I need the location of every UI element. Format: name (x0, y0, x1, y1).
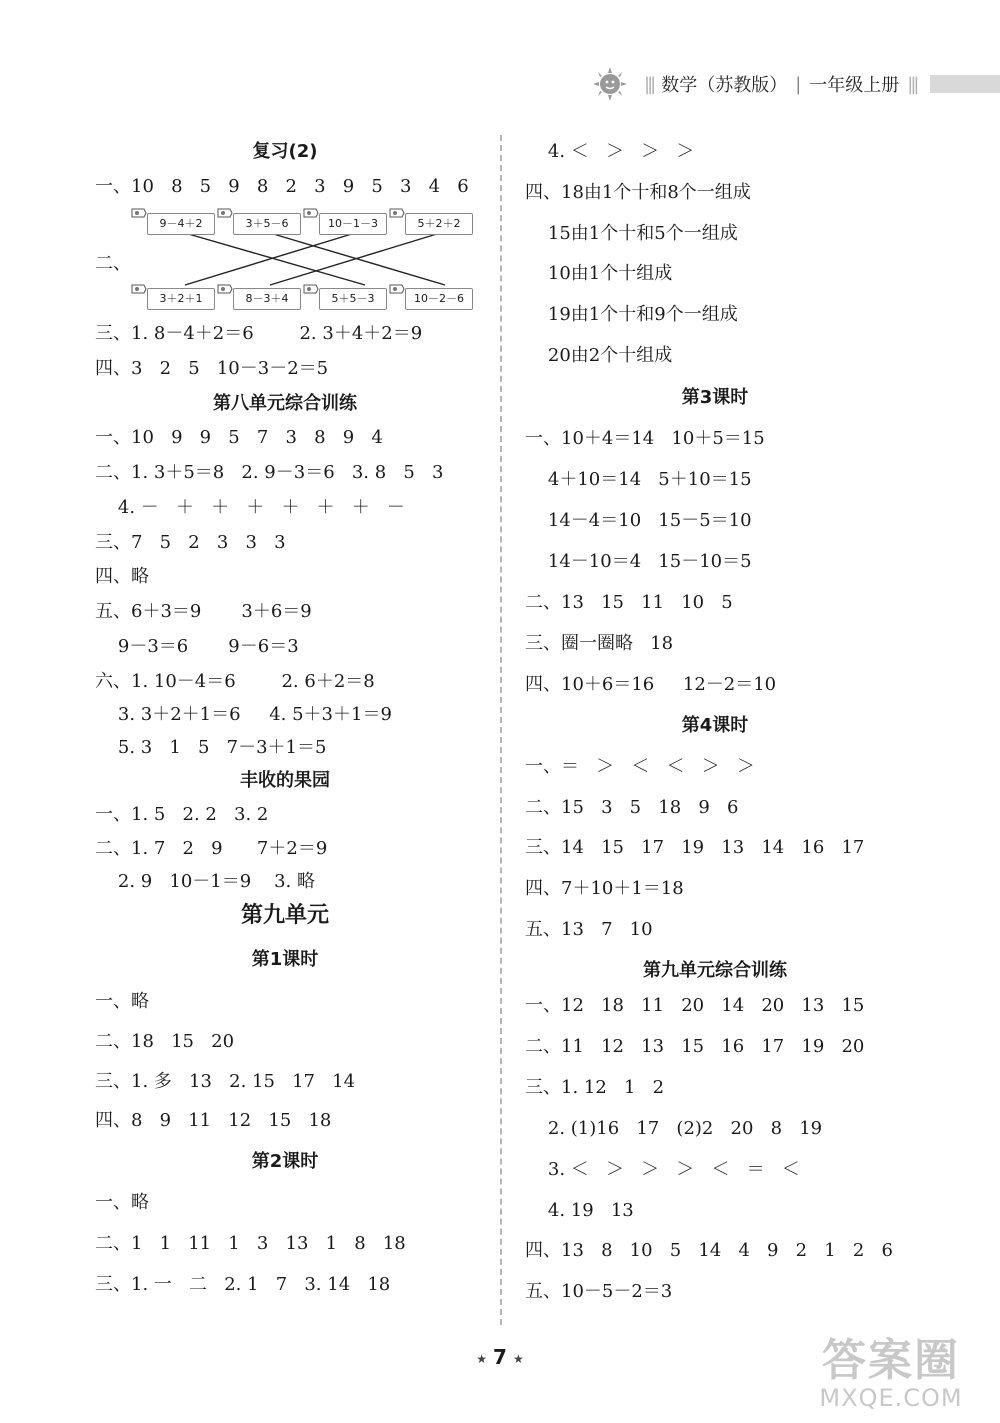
expression-box: 9－4＋2 (147, 213, 215, 235)
section-title-lesson3: 第3课时 (681, 387, 749, 408)
answer-line: 三、圈一圈略 18 (525, 633, 674, 654)
answer-line: 一、10 8 5 9 8 2 3 9 5 3 4 6 (95, 176, 469, 197)
answer-line: 四、13 8 10 5 14 4 9 2 1 2 6 (525, 1240, 893, 1261)
header-bars-right: ||| (907, 73, 917, 95)
sun-mascot-icon (592, 66, 628, 102)
section-title-lesson4: 第4课时 (681, 715, 749, 736)
expression-box: 8－3＋4 (233, 288, 301, 310)
answer-line: 三、1. 一 二 2. 1 7 3. 14 18 (95, 1274, 391, 1295)
answer-line: 4. － ＋ ＋ ＋ ＋ ＋ ＋ － (95, 497, 405, 518)
answer-line: 三、7 5 2 3 3 3 (95, 532, 286, 553)
pencil-icon (217, 206, 233, 220)
answer-line: 一、略 (95, 1192, 149, 1213)
answer-line: 二、1 1 11 1 3 13 1 8 18 (95, 1233, 406, 1254)
answer-line: 2. (1)16 17 (2)2 20 8 19 (525, 1118, 823, 1139)
answer-line: 2. 9 10－1＝9 3. 略 (95, 871, 315, 892)
pencil-icon (389, 282, 405, 296)
answer-line: 三、14 15 17 19 13 14 16 17 (525, 837, 865, 858)
answer-line: 一、＝ ＞ ＜ ＜ ＞ ＞ (525, 756, 755, 777)
answer-line: 15由1个十和5个一组成 (525, 223, 738, 244)
answer-line: 四、18由1个十和8个一组成 (525, 182, 751, 203)
pencil-icon (131, 282, 147, 296)
star-icon: ★ (476, 1351, 488, 1366)
answer-line: 五、6＋3＝9 3＋6＝9 (95, 601, 312, 622)
watermark-top: 答案圈 (822, 1335, 960, 1386)
section-title-unit9: 第九单元综合训练 (643, 960, 787, 981)
expression-box: 10－2－6 (405, 288, 473, 310)
pencil-icon (303, 206, 319, 220)
answer-line: 五、10－5－2＝3 (525, 1281, 673, 1302)
answer-line: 三、1. 12 1 2 (525, 1077, 665, 1098)
answer-line: 一、10＋4＝14 10＋5＝15 (525, 428, 765, 449)
answer-line: 五、13 7 10 (525, 919, 653, 940)
pencil-icon (131, 206, 147, 220)
section-title-lesson2: 第2课时 (251, 1151, 319, 1172)
header-bars-left: ||| (644, 73, 654, 95)
answer-line: 六、1. 10－4＝6 2. 6＋2＝8 (95, 671, 375, 692)
answer-line: 4＋10＝14 5＋10＝15 (525, 469, 752, 490)
page-header (592, 66, 1000, 102)
answer-line: 一、10 9 9 5 7 3 8 9 4 (95, 427, 383, 448)
watermark-bottom: MXQE.COM (819, 1384, 963, 1412)
answer-line: 二、11 12 13 15 16 17 19 20 (525, 1036, 865, 1057)
answer-line: 3. ＜ ＞ ＞ ＞ ＜ ＝ ＜ (525, 1159, 800, 1180)
header-separator: | (795, 73, 802, 95)
answer-line: 三、1. 多 13 2. 15 17 14 (95, 1071, 356, 1092)
expression-box: 5＋2＋2 (405, 213, 473, 235)
answer-line: 4. ＜ ＞ ＞ ＞ (525, 141, 695, 162)
pencil-icon (303, 282, 319, 296)
section-title-orchard: 丰收的果园 (240, 770, 330, 791)
header-subject: 数学（苏教版） (661, 75, 788, 96)
answer-line: 一、12 18 11 20 14 20 13 15 (525, 995, 865, 1016)
pencil-icon (217, 282, 233, 296)
answer-line: 四、8 9 11 12 15 18 (95, 1110, 332, 1131)
answer-line: 二、 (95, 253, 131, 274)
answer-line: 一、略 (95, 991, 149, 1012)
page-number (470, 1345, 529, 1369)
answer-line: 10由1个十组成 (525, 263, 673, 284)
answer-line: 14－10＝4 15－10＝5 (525, 551, 752, 572)
unit-title: 第九单元 (240, 903, 330, 928)
section-title-lesson1: 第1课时 (251, 949, 319, 970)
answer-line: 一、1. 5 2. 2 3. 2 (95, 804, 269, 825)
pencil-icon (389, 206, 405, 220)
answer-line: 四、10＋6＝16 12－2＝10 (525, 674, 777, 695)
star-icon: ★ (512, 1351, 524, 1366)
expression-box: 5＋5－3 (319, 288, 387, 310)
expression-box: 3＋2＋1 (147, 288, 215, 310)
answer-line: 4. 19 13 (525, 1200, 634, 1221)
watermark (796, 1337, 986, 1417)
section-title-review2: 复习(2) (252, 141, 318, 162)
answer-line: 3. 3＋2＋1＝6 4. 5＋3＋1＝9 (95, 704, 392, 725)
answer-line: 二、1. 7 2 9 7＋2＝9 (95, 838, 328, 859)
answer-line: 四、略 (95, 566, 149, 587)
expression-box: 3＋5－6 (233, 213, 301, 235)
answer-line: 5. 3 1 5 7－3＋1＝5 (95, 737, 327, 758)
page-number-value: 7 (493, 1345, 507, 1369)
answer-line: 二、18 15 20 (95, 1031, 235, 1052)
answer-line: 三、1. 8－4＋2＝6 2. 3＋4＋2＝9 (95, 323, 423, 344)
column-divider (500, 135, 502, 1325)
answer-line: 二、1. 3＋5＝8 2. 9－3＝6 3. 8 5 3 (95, 462, 444, 483)
answer-line: 14－4＝10 15－5＝10 (525, 510, 752, 531)
answer-line: 二、15 3 5 18 9 6 (525, 797, 739, 818)
answer-line: 二、13 15 11 10 5 (525, 592, 733, 613)
answer-line: 19由1个十和9个一组成 (525, 304, 738, 325)
expression-box: 10－1－3 (319, 213, 387, 235)
section-title-unit8: 第八单元综合训练 (213, 393, 357, 414)
header-strip (930, 75, 1000, 93)
answer-line: 四、3 2 5 10－3－2＝5 (95, 358, 329, 379)
answer-line: 20由2个十组成 (525, 345, 673, 366)
answer-line: 9－3＝6 9－6＝3 (95, 636, 299, 657)
header-grade: 一年级上册 (809, 75, 900, 96)
answer-line: 四、7＋10＋1＝18 (525, 878, 684, 899)
